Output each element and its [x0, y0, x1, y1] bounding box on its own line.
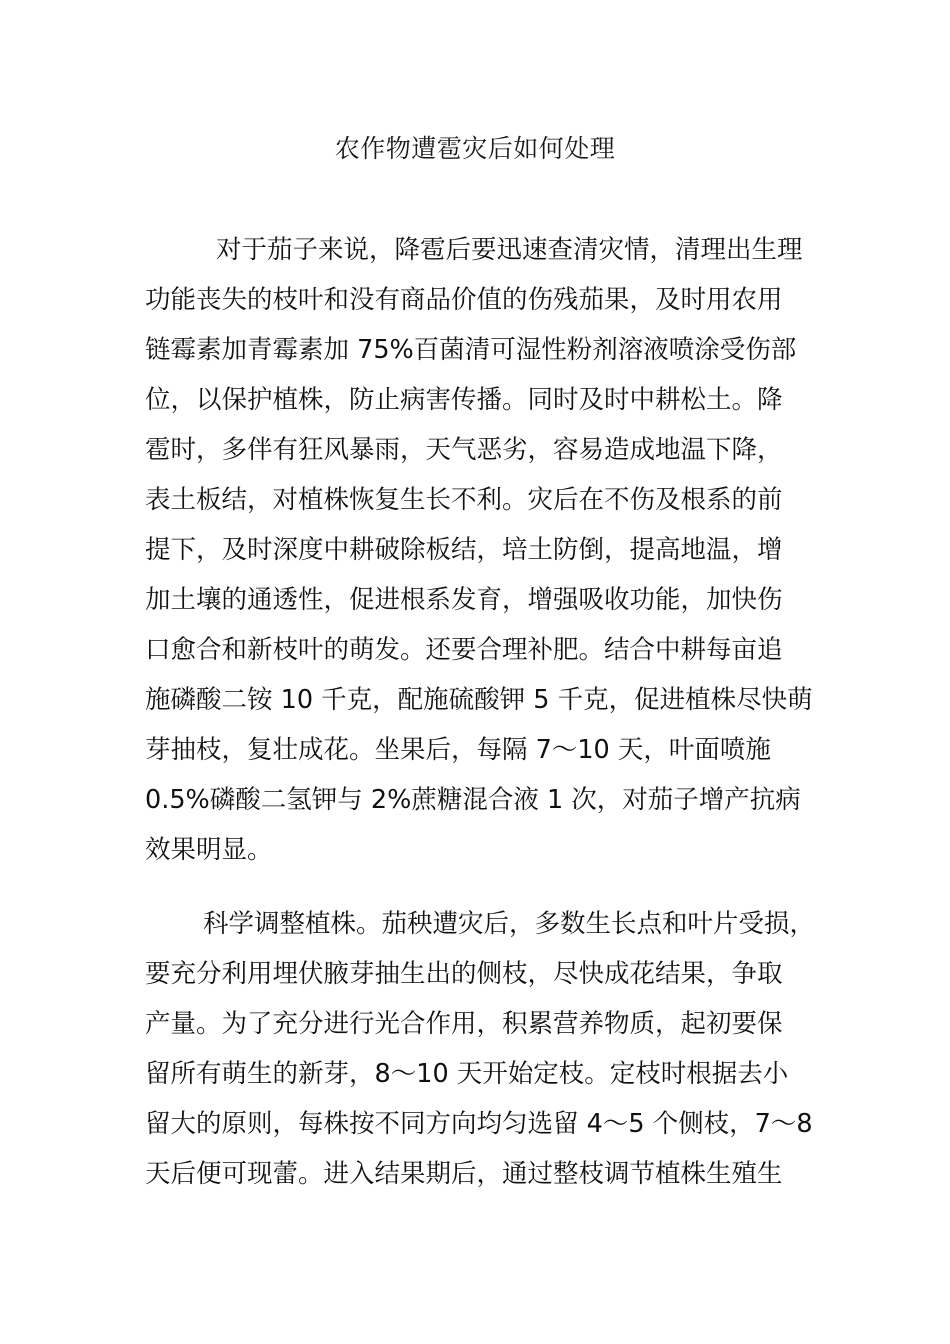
paragraph-2-line-6: 天后便可现蕾。进入结果期后，通过整枝调节植株生殖生: [145, 1159, 783, 1189]
paragraph-1-line-13: 效果明显。: [145, 835, 273, 865]
paragraph-1-line-8: 加土壤的通透性，促进根系发育，增强吸收功能，加快伤: [145, 585, 783, 615]
paragraph-1-line-9: 口愈合和新枝叶的萌发。还要合理补肥。结合中耕每亩追: [145, 635, 783, 665]
document-title: 农作物遭雹灾后如何处理: [334, 134, 616, 163]
paragraph-2-line-1: 科学调整植株。茄秧遭灾后，多数生长点和叶片受损，: [203, 909, 816, 939]
paragraph-1-line-7: 提下，及时深度中耕破除板结，培土防倒，提高地温，增: [145, 535, 783, 565]
paragraph-1-line-6: 表土板结，对植株恢复生长不利。灾后在不伤及根系的前: [145, 485, 783, 515]
paragraph-1-line-11: 芽抽枝，复壮成花。坐果后，每隔 7～10 天，叶面喷施: [145, 735, 771, 765]
paragraph-1-line-12: 0.5%磷酸二氢钾与 2%蔗糖混合液 1 次，对茄子增产抗病: [145, 785, 801, 815]
paragraph-1-line-3: 链霉素加青霉素加 75%百菌清可湿性粉剂溶液喷涂受伤部: [145, 335, 797, 365]
paragraph-1-line-1: 对于茄子来说，降雹后要迅速查清灾情，清理出生理: [216, 235, 803, 265]
paragraph-1-line-2: 功能丧失的枝叶和没有商品价值的伤残茄果，及时用农用: [145, 285, 783, 315]
paragraph-2-line-3: 产量。为了充分进行光合作用，积累营养物质，起初要保: [145, 1009, 783, 1039]
paragraph-1-line-5: 雹时，多伴有狂风暴雨，天气恶劣，容易造成地温下降，: [145, 435, 783, 465]
paragraph-2-line-5: 留大的原则，每株按不同方向均匀选留 4～5 个侧枝，7～8: [145, 1109, 813, 1139]
paragraph-2-line-2: 要充分利用埋伏腋芽抽生出的侧枝，尽快成花结果，争取: [145, 959, 783, 989]
paragraph-1-line-4: 位，以保护植株，防止病害传播。同时及时中耕松土。降: [145, 385, 783, 415]
paragraph-1-line-10: 施磷酸二铵 10 千克，配施硫酸钾 5 千克，促进植株尽快萌: [145, 685, 813, 715]
paragraph-2-line-4: 留所有萌生的新芽，8～10 天开始定枝。定枝时根据去小: [145, 1059, 789, 1089]
